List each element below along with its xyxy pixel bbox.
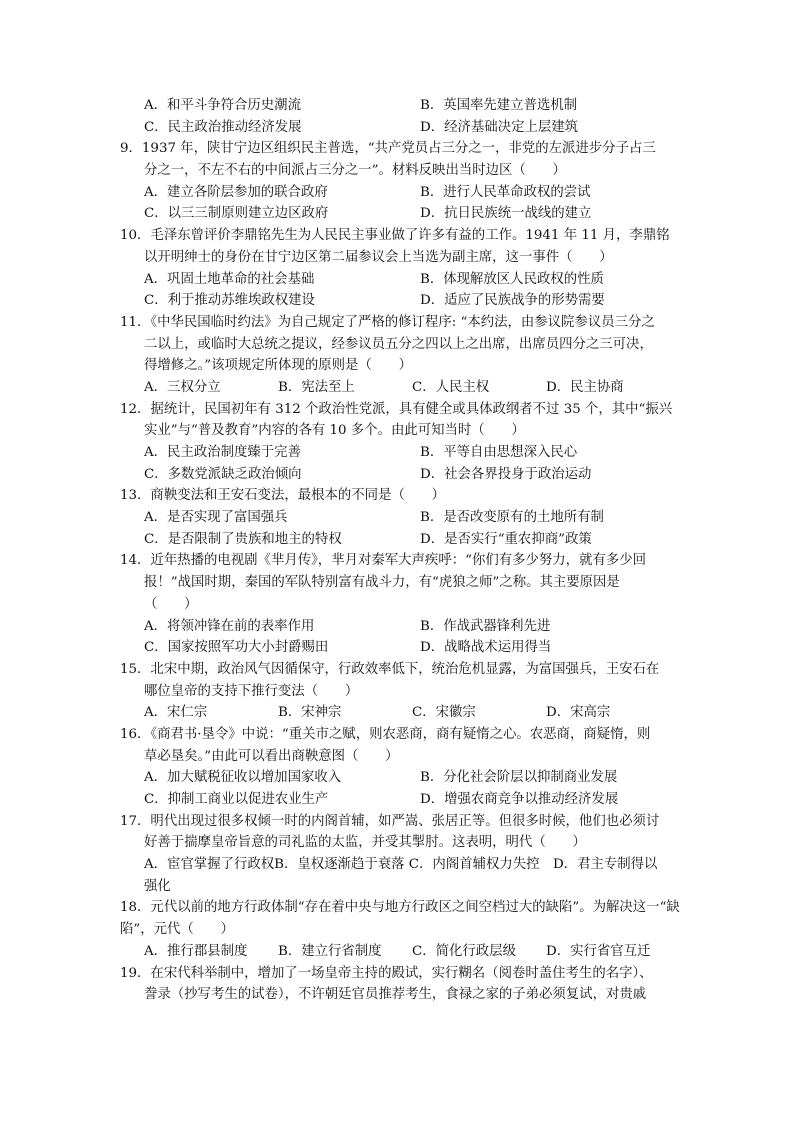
q11-option-a[interactable]: A．三权分立 — [144, 379, 221, 395]
q13-option-c[interactable]: C．是否限制了贵族和地主的特权 — [144, 531, 342, 547]
q13-stem-line1: 13．商鞅变法和王安石变法，最根本的不同是（ ） — [120, 488, 446, 504]
q9-options-row2 — [120, 203, 680, 225]
q14-option-b[interactable]: B．作战武器锋利先进 — [420, 618, 551, 634]
q9-stem-line1: 9．1937 年，陕甘宁边区组织民主普选，“共产党员占三分之一，非党的左派进步分子占三 — [120, 141, 656, 157]
q18-stem-line1: 18．元代以前的地方行政体制“存在着中央与地方行政区之间空档过大的缺陷”。为解决这一“缺 — [120, 900, 680, 916]
q10-option-b[interactable]: B．体现解放区人民政权的性质 — [420, 271, 604, 287]
q16-options-row1 — [120, 767, 680, 789]
q8-options-row2 — [120, 117, 680, 139]
q9-option-a[interactable]: A．建立各阶层参加的联合政府 — [144, 184, 328, 200]
q9-option-b[interactable]: B．进行人民革命政权的尝试 — [420, 184, 591, 200]
q15-options-row — [120, 702, 680, 724]
q9-option-d[interactable]: D．抗日民族统一战线的建立 — [420, 206, 592, 222]
q14-stem-line1: 14．近年热播的电视剧《芈月传》，芈月对秦军大声疾呼：“你们有多少努力，就有多少回 — [120, 553, 647, 569]
q18-options-row — [120, 941, 680, 963]
q15-option-d[interactable]: D．宋高宗 — [546, 705, 611, 721]
q11-option-d[interactable]: D．民主协商 — [546, 379, 624, 395]
q13-option-a[interactable]: A．是否实现了富国强兵 — [144, 510, 288, 526]
q14-option-c[interactable]: C．国家按照军功大小封爵赐田 — [144, 640, 329, 656]
q16-option-b[interactable]: B．分化社会阶层以抑制商业发展 — [420, 770, 618, 786]
q11-options-row — [120, 377, 680, 399]
q9-option-c[interactable]: C．以三三制原则建立边区政府 — [144, 206, 329, 222]
q15-stem-line2: 哪位皇帝的支持下推行变法（ ） — [144, 683, 359, 699]
q18-option-d[interactable]: D．实行省官互迁 — [546, 943, 651, 959]
q8-options-row1 — [120, 95, 680, 117]
q8-option-b[interactable]: B．英国率先建立普选机制 — [420, 98, 578, 113]
q9-stem-line2: 分之一，不左不右的中间派占三分之一”。材料反映出当时边区（ ） — [144, 163, 566, 179]
q14-option-d[interactable]: D．战略战术运用得当 — [420, 640, 552, 656]
q19-stem-line1: 19．在宋代科举制中，增加了一场皇帝主持的殿试，实行糊名（阅卷时盖住考生的名字）、 — [120, 965, 653, 981]
q17-stem-line1: 17．明代出现过很多权倾一时的内阁首辅，如严嵩、张居正等。但很多时候，他们也必须讨 — [120, 813, 660, 829]
q12-option-c[interactable]: C．多数党派缺乏政治倾向 — [144, 466, 302, 482]
q10-stem-line2: 以开明绅士的身份在甘宁边区第二届参议会上当选为副主席，这一事件（ ） — [144, 249, 613, 265]
q12-option-d[interactable]: D．社会各界投身于政治运动 — [420, 466, 592, 482]
q16-option-c[interactable]: C．抑制工商业以促进农业生产 — [144, 792, 329, 807]
q11-option-b[interactable]: B．宪法至上 — [278, 379, 355, 395]
q14-option-a[interactable]: A．将领冲锋在前的表率作用 — [144, 618, 315, 634]
q18-option-b[interactable]: B．建立行省制度 — [278, 943, 382, 959]
q18-option-c[interactable]: C．简化行政层级 — [412, 943, 516, 959]
q9-options-row1 — [120, 182, 680, 204]
q12-stem-line2: 实业”与“普及教育”内容的各有 10 多个。由此可知当时（ ） — [144, 423, 525, 439]
q14-options-row2 — [120, 637, 680, 659]
q16-options-row2 — [120, 789, 680, 811]
q15-stem-line1: 15．北宋中期，政治风气因循保守，行政效率低下，统治危机显露，为富国强兵，王安石在 — [120, 661, 660, 677]
q16-stem-line2: 草必垦矣。”由此可以看出商鞅意图（ ） — [144, 748, 399, 764]
q19-stem-line2: 誊录（抄写考生的试卷），不许朝廷官员推荐考生，食禄之家的子弟必须复试，对贵戚 — [144, 987, 647, 1003]
q11-option-c[interactable]: C．人民主权 — [412, 379, 490, 395]
q10-options-row2 — [120, 290, 680, 312]
q15-option-a[interactable]: A．宋仁宗 — [144, 705, 208, 721]
q8-option-c[interactable]: C．民主政治推动经济发展 — [144, 119, 302, 135]
q8-option-a[interactable]: A．和平斗争符合历史潮流 — [144, 98, 301, 113]
q15-option-b[interactable]: B．宋神宗 — [278, 705, 342, 721]
q12-options-row2 — [120, 464, 680, 486]
q16-stem-line1: 16．《商君书·垦令》中说：“重关市之赋，则农恶商，商有疑惰之心。农恶商，商疑惰，则 — [120, 726, 651, 742]
q8-option-d[interactable]: D．经济基础决定上层建筑 — [420, 119, 579, 135]
q14-stem-line2: 报！”战国时期，秦国的军队特别富有战斗力，有“虎狼之师”之称。其主要原因是 — [144, 575, 620, 591]
q16-option-d[interactable]: D．增强农商竞争以推动经济发展 — [420, 792, 619, 807]
q12-option-a[interactable]: A．民主政治制度臻于完善 — [144, 445, 301, 460]
q12-options-row1 — [120, 442, 680, 464]
q18-stem-line2: 陷”，元代（ ） — [120, 922, 234, 938]
q17-options-continuation: 强化 — [144, 878, 171, 894]
q10-option-c[interactable]: C．利于推动苏维埃政权建设 — [144, 293, 315, 309]
q10-option-d[interactable]: D．适应了民族战争的形势需要 — [420, 293, 605, 309]
q13-option-b[interactable]: B．是否改变原有的土地所有制 — [420, 510, 604, 526]
q12-stem-line1: 12．据统计，民国初年有 312 个政治性党派，具有健全或具体政纲者不过 35 个，其中“振兴 — [120, 401, 673, 417]
q14-options-row1 — [120, 616, 680, 638]
q11-stem-line3: 得增修之。”该项规定所体现的原则是（ ） — [144, 358, 412, 374]
q16-option-a[interactable]: A．加大赋税征收以增加国家收入 — [144, 770, 342, 786]
q12-option-b[interactable]: B．平等自由思想深入民心 — [420, 445, 578, 460]
q13-options-row1 — [120, 507, 680, 529]
q18-option-a[interactable]: A．推行郡县制度 — [144, 943, 248, 959]
q17-stem-line2: 好善于揣摩皇帝旨意的司礼监的太监，并受其掣肘。这表明，明代（ ） — [144, 835, 586, 851]
q11-stem-line1: 11．《中华民国临时约法》为自己规定了严格的修订程序: “本约法，由参议院参议员三分之 — [120, 314, 655, 330]
q13-option-d[interactable]: D．是否实行“重农抑商”政策 — [420, 531, 592, 547]
question-list — [120, 95, 680, 1006]
q17-options-line[interactable]: A．宦官掌握了行政权B．皇权逐渐趋于衰落 C．内阁首辅权力失控 D．君主专制得以 — [144, 857, 658, 873]
q13-options-row2 — [120, 529, 680, 551]
q10-options-row1 — [120, 269, 680, 291]
q14-stem-line3: （ ） — [144, 596, 198, 612]
q11-stem-line2: 二以上，或临时大总统之提议，经参议员五分之四以上之出席，出席员四分之三可决， — [144, 336, 653, 352]
q10-stem-line1: 10．毛泽东曾评价李鼎铭先生为人民民主事业做了许多有益的工作。1941 年 11 月，李鼎铭 — [120, 228, 670, 244]
q15-option-c[interactable]: C．宋徽宗 — [412, 705, 476, 721]
q10-option-a[interactable]: A．巩固土地革命的社会基础 — [144, 271, 315, 287]
